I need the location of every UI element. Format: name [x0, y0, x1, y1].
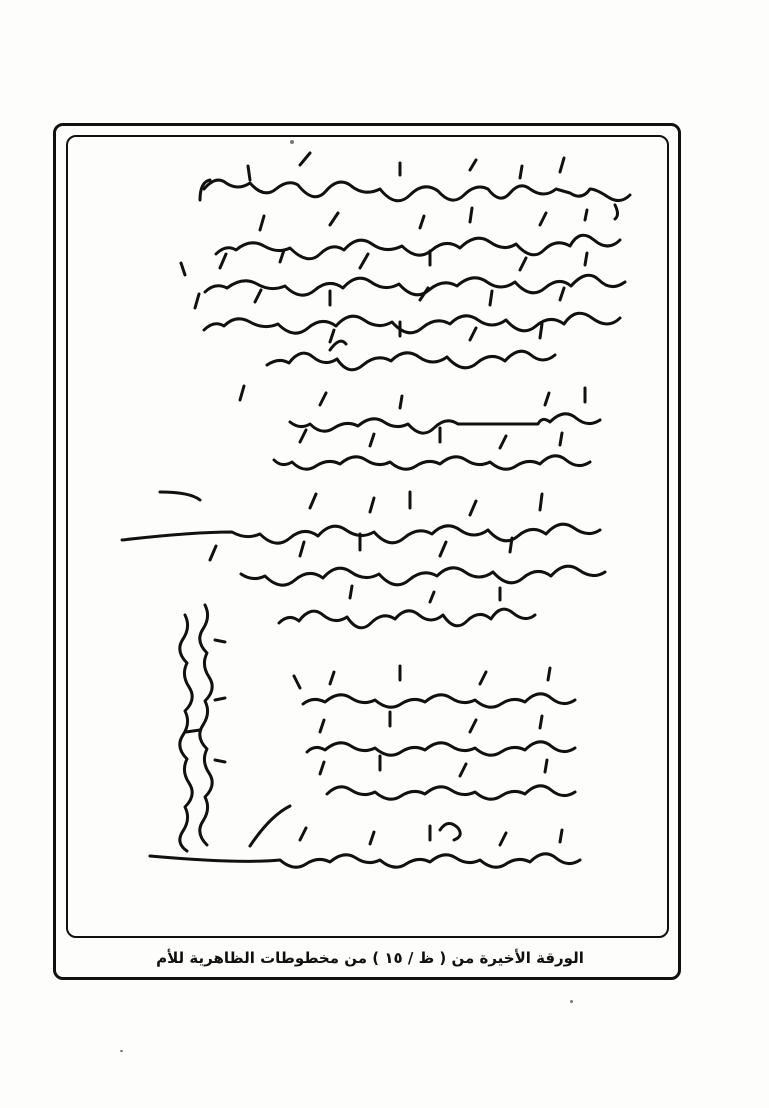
main-text-block [181, 153, 630, 370]
page-caption: الورقة الأخيرة من ( ظ / ١٥ ) من مخطوطات الظاهرية للأم [156, 949, 584, 967]
handwritten-colophon-1 [240, 386, 600, 433]
handwritten-line-5 [267, 322, 555, 370]
handwritten-note-4 [294, 666, 575, 707]
handwritten-note-8-vertical [180, 605, 225, 851]
handwritten-line-4 [195, 288, 620, 333]
handwritten-colophon-2 [274, 428, 590, 469]
handwritten-line-1 [200, 153, 630, 219]
paper-speck [570, 1000, 573, 1003]
handwritten-line-2 [216, 208, 620, 259]
notes-block [122, 492, 605, 867]
paper-speck [290, 140, 294, 144]
paper-speck [120, 1050, 123, 1052]
handwritten-note-5 [307, 712, 575, 755]
handwritten-note-7 [150, 806, 580, 867]
colophon-block [240, 386, 600, 469]
handwritten-note-6 [320, 756, 575, 799]
handwritten-note-3 [279, 586, 535, 628]
handwritten-line-3 [181, 250, 625, 295]
